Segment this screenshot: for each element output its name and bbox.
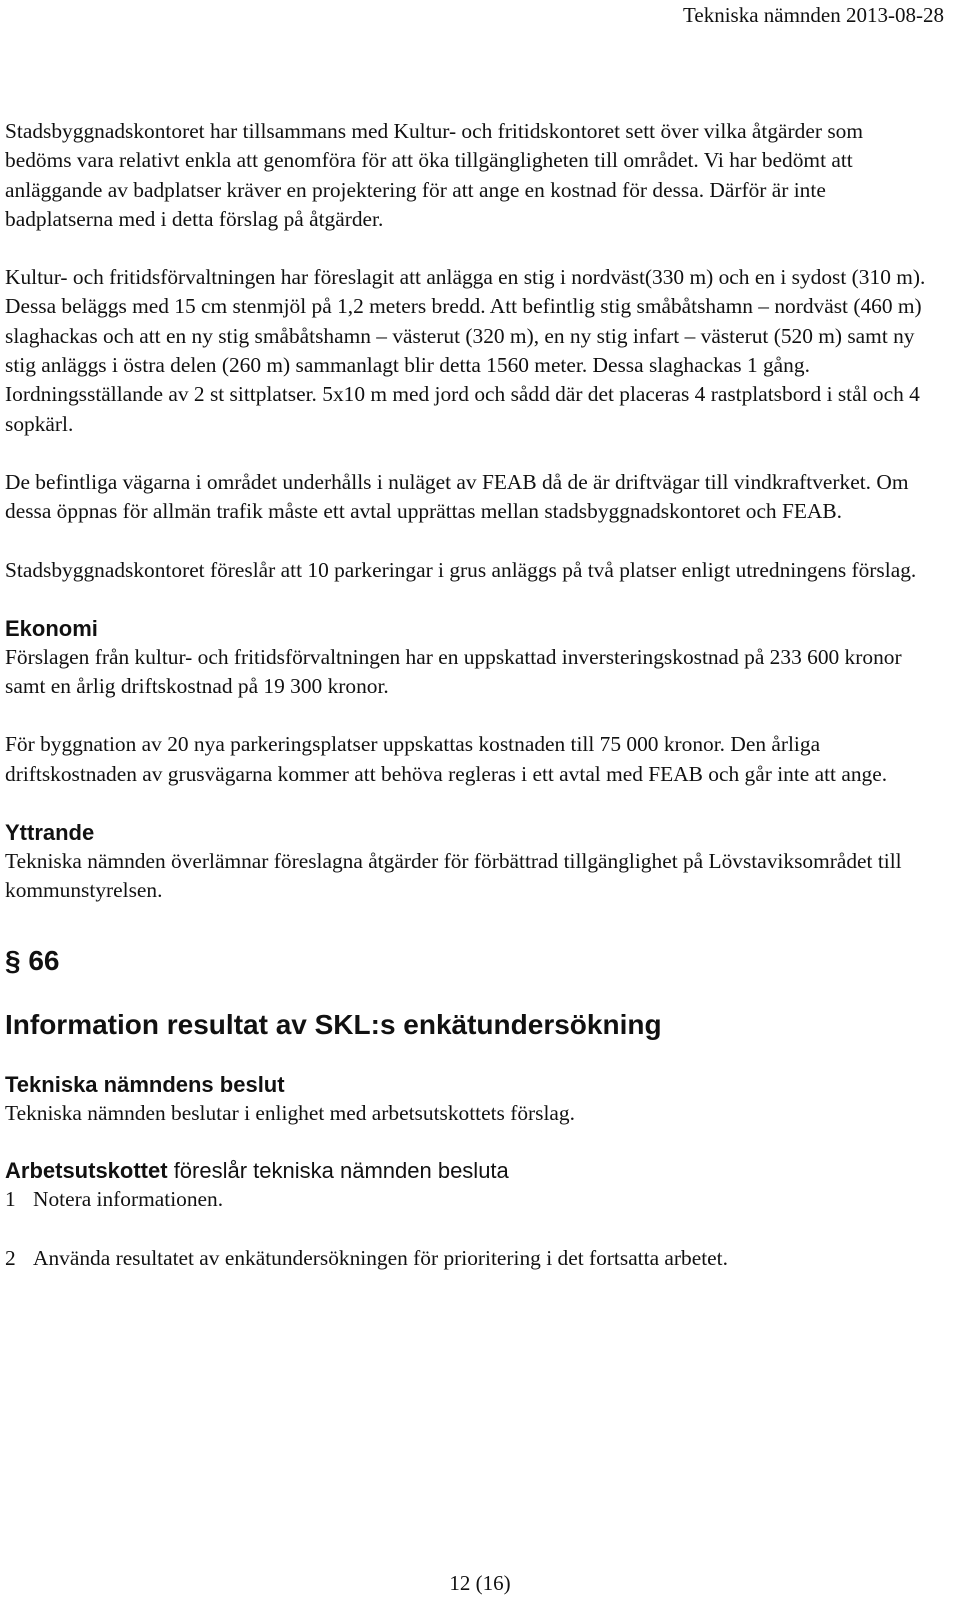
paragraph-ekonomi-1: Förslagen från kultur- och fritidsförvaltningen har en uppskattad inversteringskostnad på 233 600 kronor samt en årlig driftskostnad på 19 300 kronor. [5,644,902,699]
section-number: § 66 [5,944,60,976]
heading-yttrande: Yttrande [5,820,95,846]
list-item-2 [5,1244,930,1273]
au-text: föreslår tekniska nämnden besluta [167,1157,509,1183]
page-number: 12 (16) [449,1571,511,1595]
page-header: Tekniska nämnden 2013-08-28 [683,3,944,27]
list-number: 2 [5,1245,16,1270]
list-text: Använda resultatet av enkätundersökningen för prioritering i det fortsatta arbetet. [33,1245,728,1270]
heading-ekonomi: Ekonomi [5,615,98,641]
paragraph-yttrande: Tekniska nämnden överlämnar föreslagna åtgärder för förbättrad tillgänglighet på Lövstaviksområdet till kommunstyrelsen. [5,849,902,903]
list-text: Notera informationen. [33,1187,224,1212]
list-item-1 [5,1185,930,1214]
au-proposal-line [5,1156,930,1185]
document-body [5,117,930,1273]
paragraph-vagar: De befintliga vägarna i området underhålls i nuläget av FEAB då de är driftvägar till vindkraftverket. Om dessa öppnas för allmän trafik måste ett avtal upprättas mellan stadsbyggnadskontoret och FEAB. [5,469,909,524]
section-title: Information resultat av SKL:s enkätundersökning [5,1008,662,1040]
paragraph-beslut: Tekniska nämnden beslutar i enlighet med arbetsutskottets förslag. [5,1100,575,1125]
list-number: 1 [5,1187,16,1212]
heading-beslut: Tekniska nämndens beslut [5,1071,285,1097]
paragraph-parkering: Stadsbyggnadskontoret föreslår att 10 parkeringar i grus anläggs på två platser enligt utredningens förslag. [5,557,917,582]
au-label: Arbetsutskottet [5,1157,168,1183]
paragraph-ekonomi-2: För byggnation av 20 nya parkeringsplatser uppskattas kostnaden till 75 000 kronor. Den årliga driftskostnaden av grusvägarna kommer att behöva regleras i ett avtal med FEAB och går inte att ange. [5,732,888,786]
paragraph-intro: Stadsbyggnadskontoret har tillsammans med Kultur- och fritidskontoret sett över vilka åtgärder som bedöms vara relativt enkla att genomföra för att öka tillgängligheten till området. Vi har bedömt att anläggande av badplatser kräver en projektering för att ange en kostnad för dessa. Därför är inte badplatserna med i detta förslag på åtgärder. [5,119,863,231]
paragraph-stigar: Kultur- och fritidsförvaltningen har föreslagit att anlägga en stig i nordväst(330 m) och en i sydost (310 m). Dessa beläggs med 15 cm stenmjöl på 1,2 meters bredd. Att befintlig stig småbåtshamn – nordväst (460 m) slaghackas och att en ny stig småbåtshamn – västerut (320 m), en ny stig infart – västerut (520 m) samt ny stig anläggs i östra delen (260 m) sammanlagt blir detta 1560 meter. Dessa slaghackas 1 gång. Iordningsställande av 2 st sittplatser. 5x10 m med jord och sådd där det placeras 4 rastplatsbord i stål och 4 sopkärl. [5,265,926,436]
